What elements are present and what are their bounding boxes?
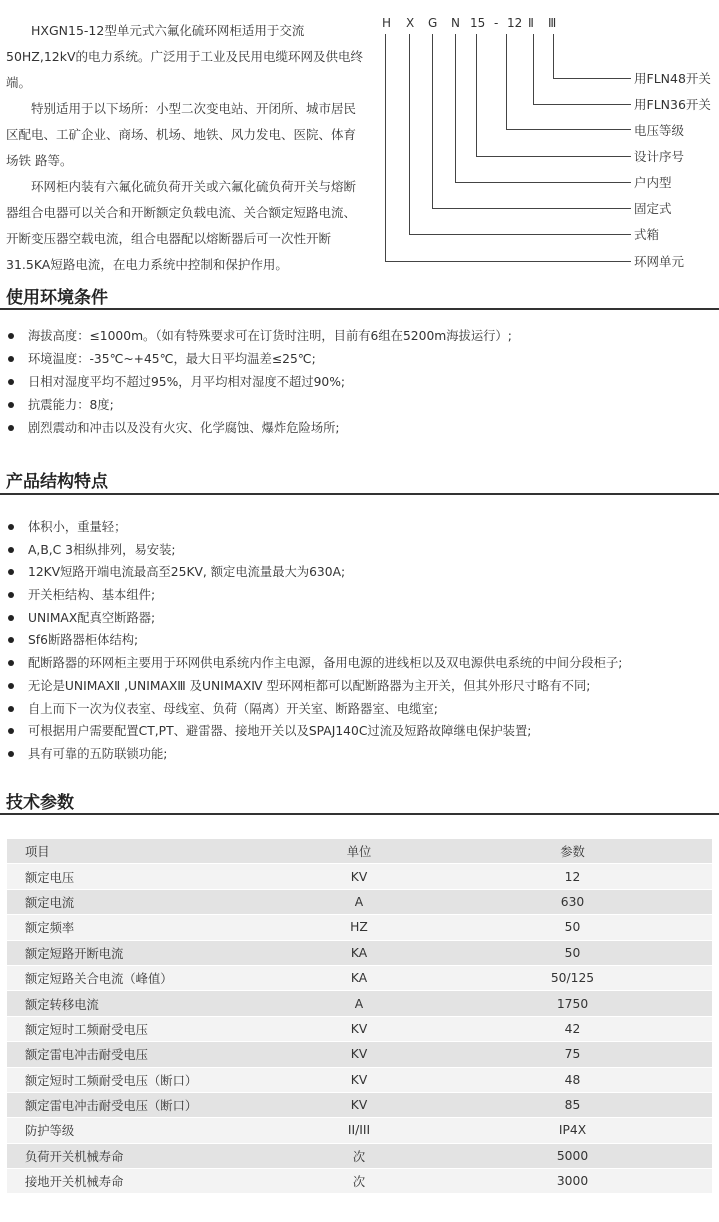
table-header-row <box>7 839 712 864</box>
section-divider <box>0 493 719 495</box>
param-name: 接地开关机械寿命 <box>7 1169 285 1194</box>
param-unit: 次 <box>285 1169 433 1194</box>
table-row <box>7 1143 712 1168</box>
code-label: 环网单元 <box>634 254 685 269</box>
code-letter: G <box>428 16 438 30</box>
list-item: 无论是UNIMAXⅡ ,UNIMAXⅢ 及UNIMAXⅣ 型环网柜都可以配断路器为主开关，但其外形尺寸略有不同; <box>8 675 622 698</box>
leader-line <box>432 34 433 208</box>
bullet-icon <box>8 660 14 666</box>
section-divider <box>0 308 719 310</box>
leader-line <box>409 34 410 234</box>
section-title-environment: 使用环境条件 <box>6 288 108 308</box>
code-label: 用FLN48开关 <box>634 71 711 86</box>
list-item: 可根据用户需要配置CT,PT、避雷器、接地开关以及SPAJ140C过流及短路故障继电保护装置; <box>8 720 622 743</box>
param-name: 额定短时工频耐受电压 <box>7 1016 285 1041</box>
code-letter: Ⅱ <box>528 16 534 30</box>
param-unit: KV <box>285 864 433 889</box>
features-list <box>8 516 622 766</box>
list-item: 剧烈震动和冲击以及没有火灾、化学腐蚀、爆炸危险场所; <box>8 417 512 440</box>
leader-line <box>432 208 631 209</box>
code-label: 电压等级 <box>634 123 685 138</box>
param-name: 额定电压 <box>7 864 285 889</box>
code-letter: 12 <box>507 16 523 30</box>
code-label: 用FLN36开关 <box>634 97 711 112</box>
code-letter: - <box>494 16 499 30</box>
param-name: 额定短路开断电流 <box>7 940 285 965</box>
table-row <box>7 1016 712 1041</box>
bullet-icon <box>8 683 14 689</box>
code-label: 固定式 <box>634 201 672 216</box>
intro-paragraph: HXGN15-12型单元式六氟化硫环网柜适用于交流50HZ,12kV的电力系统。广泛用于工业及民用电缆环网及供电终端。 <box>6 23 364 90</box>
list-item: Sf6断路器柜体结构; <box>8 629 622 652</box>
table-row <box>7 991 712 1016</box>
leader-line <box>476 156 631 157</box>
param-value: 630 <box>433 889 712 914</box>
column-header: 单位 <box>285 839 433 864</box>
param-value: 12 <box>433 864 712 889</box>
param-name: 额定转移电流 <box>7 991 285 1016</box>
param-unit: A <box>285 889 433 914</box>
table-row <box>7 1067 712 1092</box>
list-item: 抗震能力：8度; <box>8 394 512 417</box>
code-letter: 15 <box>470 16 486 30</box>
list-item: 配断路器的环网柜主要用于环网供电系统内作主电源，备用电源的进线柜以及双电源供电系统的中间分段柜子; <box>8 652 622 675</box>
bullet-icon <box>8 547 14 553</box>
column-header: 项目 <box>7 839 285 864</box>
leader-line <box>553 34 554 78</box>
param-unit: KV <box>285 1042 433 1067</box>
bullet-icon <box>8 592 14 598</box>
param-unit: HZ <box>285 915 433 940</box>
params-table <box>7 839 712 1194</box>
param-unit: KV <box>285 1016 433 1041</box>
list-item: 开关柜结构、基本组件; <box>8 584 622 607</box>
bullet-icon <box>8 425 14 431</box>
param-value: 42 <box>433 1016 712 1041</box>
param-unit: 次 <box>285 1143 433 1168</box>
leader-line <box>455 34 456 182</box>
section-title-features: 产品结构特点 <box>6 472 108 492</box>
param-name: 负荷开关机械寿命 <box>7 1143 285 1168</box>
bullet-icon <box>8 751 14 757</box>
intro-paragraph: 特别适用于以下场所：小型二次变电站、开闭所、城市居民区配电、工矿企业、商场、机场、地铁、风力发电、医院、体育场铁 路等。 <box>6 101 357 168</box>
table-row <box>7 1169 712 1194</box>
list-item: 自上而下一次为仪表室、母线室、负荷（隔离）开关室、断路器室、电缆室; <box>8 698 622 721</box>
environment-list <box>8 325 512 440</box>
leader-line <box>533 34 534 104</box>
bullet-icon <box>8 637 14 643</box>
leader-line <box>385 261 631 262</box>
param-value: 3000 <box>433 1169 712 1194</box>
bullet-icon <box>8 569 14 575</box>
param-name: 额定电流 <box>7 889 285 914</box>
list-item: 具有可靠的五防联锁功能; <box>8 743 622 766</box>
param-name: 额定雷电冲击耐受电压（断口） <box>7 1092 285 1117</box>
param-name: 额定短路关合电流（峰值） <box>7 965 285 990</box>
list-item: 海拔高度：≤1000m。（如有特殊要求可在订货时注明，目前有6组在5200m海拔运行）; <box>8 325 512 348</box>
code-label: 户内型 <box>634 175 672 190</box>
leader-line <box>385 34 386 261</box>
bullet-icon <box>8 615 14 621</box>
leader-line <box>409 234 631 235</box>
param-unit: KA <box>285 965 433 990</box>
section-title-params: 技术参数 <box>6 793 74 813</box>
param-value: 85 <box>433 1092 712 1117</box>
param-name: 防护等级 <box>7 1118 285 1143</box>
code-letter: N <box>451 16 460 30</box>
table-row <box>7 1092 712 1117</box>
param-value: 1750 <box>433 991 712 1016</box>
param-unit: KA <box>285 940 433 965</box>
param-value: 75 <box>433 1042 712 1067</box>
table-row <box>7 1042 712 1067</box>
bullet-icon <box>8 728 14 734</box>
code-label: 设计序号 <box>634 149 685 164</box>
param-name: 额定雷电冲击耐受电压 <box>7 1042 285 1067</box>
code-label: 式箱 <box>634 227 660 242</box>
param-name: 额定短时工频耐受电压（断口） <box>7 1067 285 1092</box>
intro-text <box>6 18 368 278</box>
intro-paragraph: 环网柜内装有六氟化硫负荷开关或六氟化硫负荷开关与熔断器组合电器可以关合和开断额定负载电流、关合额定短路电流、开断变压器空载电流，组合电器配以熔断器后可一次性开断31.5KA短路电流，在电力系统中控制和保护作用。 <box>6 179 357 272</box>
list-item: 12KV短路开端电流最高至25KV, 额定电流量最大为630A; <box>8 561 622 584</box>
bullet-icon <box>8 333 14 339</box>
param-name: 额定频率 <box>7 915 285 940</box>
leader-line <box>476 34 477 156</box>
list-item: A,B,C 3相纵排列，易安装; <box>8 539 622 562</box>
leader-line <box>553 78 631 79</box>
param-value: 5000 <box>433 1143 712 1168</box>
bullet-icon <box>8 524 14 530</box>
table-row <box>7 889 712 914</box>
list-item: UNIMAX配真空断路器; <box>8 607 622 630</box>
list-item: 日相对湿度平均不超过95%，月平均相对湿度不超过90%; <box>8 371 512 394</box>
column-header: 参数 <box>433 839 712 864</box>
table-row <box>7 864 712 889</box>
list-item: 体积小，重量轻； <box>8 516 622 539</box>
param-value: 48 <box>433 1067 712 1092</box>
param-unit: A <box>285 991 433 1016</box>
param-value: 50/125 <box>433 965 712 990</box>
bullet-icon <box>8 706 14 712</box>
leader-line <box>506 129 631 130</box>
list-item: 环境温度：-35℃~+45℃，最大日平均温差≤25℃; <box>8 348 512 371</box>
code-letter: Ⅲ <box>548 16 557 30</box>
param-value: IP4X <box>433 1118 712 1143</box>
table-row <box>7 940 712 965</box>
table-row <box>7 915 712 940</box>
bullet-icon <box>8 379 14 385</box>
code-letter: X <box>406 16 415 30</box>
section-divider <box>0 813 719 815</box>
param-unit: II/III <box>285 1118 433 1143</box>
leader-line <box>506 34 507 129</box>
param-unit: KV <box>285 1092 433 1117</box>
bullet-icon <box>8 356 14 362</box>
leader-line <box>455 182 631 183</box>
param-unit: KV <box>285 1067 433 1092</box>
leader-line <box>533 104 631 105</box>
bullet-icon <box>8 402 14 408</box>
table-row <box>7 1118 712 1143</box>
table-row <box>7 965 712 990</box>
code-letter: H <box>382 16 392 30</box>
param-value: 50 <box>433 940 712 965</box>
param-value: 50 <box>433 915 712 940</box>
